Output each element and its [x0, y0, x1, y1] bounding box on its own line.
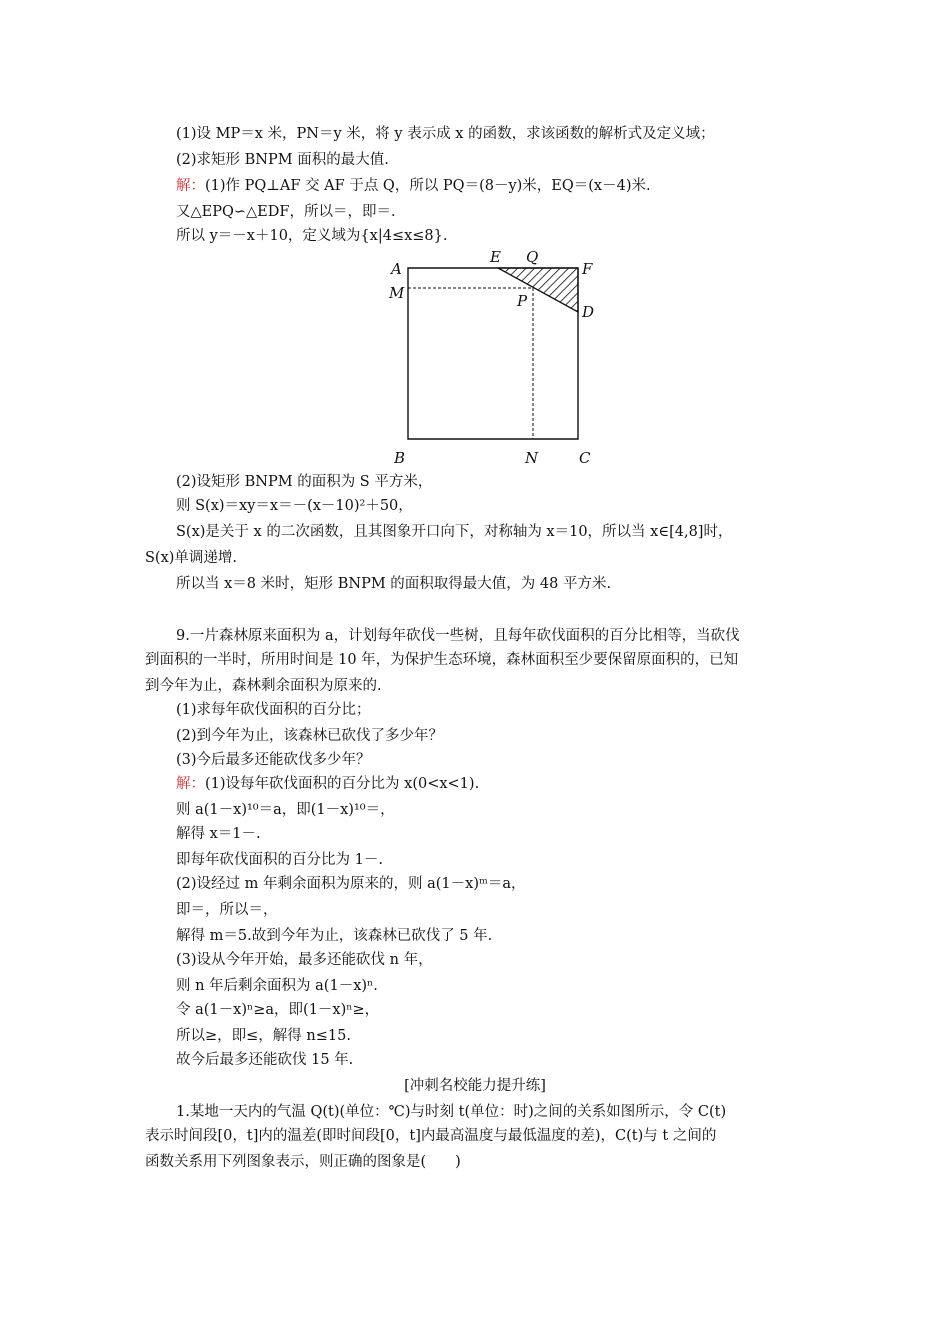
solution-line: 则 n 年后剩余面积为 a(1－x)ⁿ.: [176, 978, 378, 994]
solution-line: 又△EPQ∽△EDF，所以＝，即＝.: [176, 204, 396, 220]
solution-line: (3)设从今年开始，最多还能砍伐 n 年，: [176, 952, 433, 968]
section-heading: [冲刺名校能力提升练]: [404, 1078, 546, 1094]
solution-line: 则 a(1－x)¹⁰＝a，即(1－x)¹⁰＝，: [176, 802, 395, 818]
solution-line: [176, 176, 651, 196]
label-p: P: [517, 292, 528, 310]
solution-line: 故今后最多还能砍伐 15 年.: [176, 1052, 354, 1068]
solution-line: 所以 y＝－x＋10，定义域为{x|4≤x≤8}.: [176, 228, 448, 244]
question-1: (1)设 MP＝x 米，PN＝y 米，将 y 表示成 x 的函数，求该函数的解析式及定义域；: [176, 126, 715, 142]
solution-line: 所以当 x＝8 米时，矩形 BNPM 的面积取得最大值，为 48 平方米.: [176, 576, 612, 592]
problem-1-text: 函数关系用下列图象表示，则正确的图象是( ): [145, 1154, 461, 1170]
solution-line: S(x)是关于 x 的二次函数，且其图象开口向下，对称轴为 x＝10，所以当 x∈[4,8]时，: [176, 524, 733, 540]
question-3: (3)今后最多还能砍伐多少年？: [176, 752, 371, 768]
solution-line: (2)设矩形 BNPM 的面积为 S 平方米，: [176, 474, 433, 490]
question-2: (2)到今年为止，该森林已砍伐了多少年？: [176, 728, 444, 744]
solution-line: 即每年砍伐面积的百分比为 1－.: [176, 852, 383, 868]
solution-label: 解：: [176, 776, 205, 792]
label-b: B: [394, 449, 406, 467]
geometry-figure: [380, 244, 610, 470]
problem-1-text: 1.某地一天内的气温 Q(t)(单位：℃)与时刻 t(单位：时)之间的关系如图所示，令 C(t): [176, 1104, 727, 1120]
label-a: A: [391, 260, 402, 278]
problem-9-text: 到面积的一半时，所用时间是 10 年，为保护生态环境，森林面积至少要保留原面积的，已知: [145, 652, 739, 668]
solution-line: [176, 774, 479, 794]
problem-9-text: 9.一片森林原来面积为 a，计划每年砍伐一些树，且每年砍伐面积的百分比相等，当砍伐: [176, 628, 740, 644]
label-n: N: [525, 449, 539, 467]
problem-1-text: 表示时间段[0，t]内的温差(即时间段[0，t]内最高温度与最低温度的差)，C(t)与 t 之间的: [145, 1128, 717, 1144]
label-f: F: [582, 260, 593, 278]
solution-line: 则 S(x)＝xy＝x＝－(x－10)²＋50，: [176, 498, 413, 514]
solution-line: (2)设经过 m 年剩余面积为原来的，则 a(1－x)ᵐ＝a，: [176, 876, 526, 892]
question-1: (1)求每年砍伐面积的百分比；: [176, 702, 371, 718]
solution-text: (1)作 PQ⊥AF 交 AF 于点 Q，所以 PQ＝(8－y)米，EQ＝(x－4)米.: [205, 178, 651, 194]
solution-line: S(x)单调递增.: [145, 550, 238, 566]
solution-line: 所以≥，即≤，解得 n≤15.: [176, 1028, 351, 1044]
solution-line: 即＝，所以＝，: [176, 902, 278, 918]
label-e: E: [490, 248, 501, 266]
problem-9-text: 到今年为止，森林剩余面积为原来的.: [145, 678, 382, 694]
hatched-triangle: [498, 268, 578, 312]
solution-line: 令 a(1－x)ⁿ≥a，即(1－x)ⁿ≥，: [176, 1002, 380, 1018]
label-m: M: [389, 284, 405, 302]
question-2: (2)求矩形 BNPM 面积的最大值.: [176, 152, 389, 168]
solution-line: 解得 m＝5.故到今年为止，该森林已砍伐了 5 年.: [176, 928, 493, 944]
label-q: Q: [526, 248, 539, 266]
solution-line: 解得 x＝1－.: [176, 826, 261, 842]
solution-text: (1)设每年砍伐面积的百分比为 x(0<x<1).: [205, 776, 480, 792]
label-d: D: [582, 303, 595, 321]
solution-label: 解：: [176, 178, 205, 194]
label-c: C: [579, 449, 591, 467]
